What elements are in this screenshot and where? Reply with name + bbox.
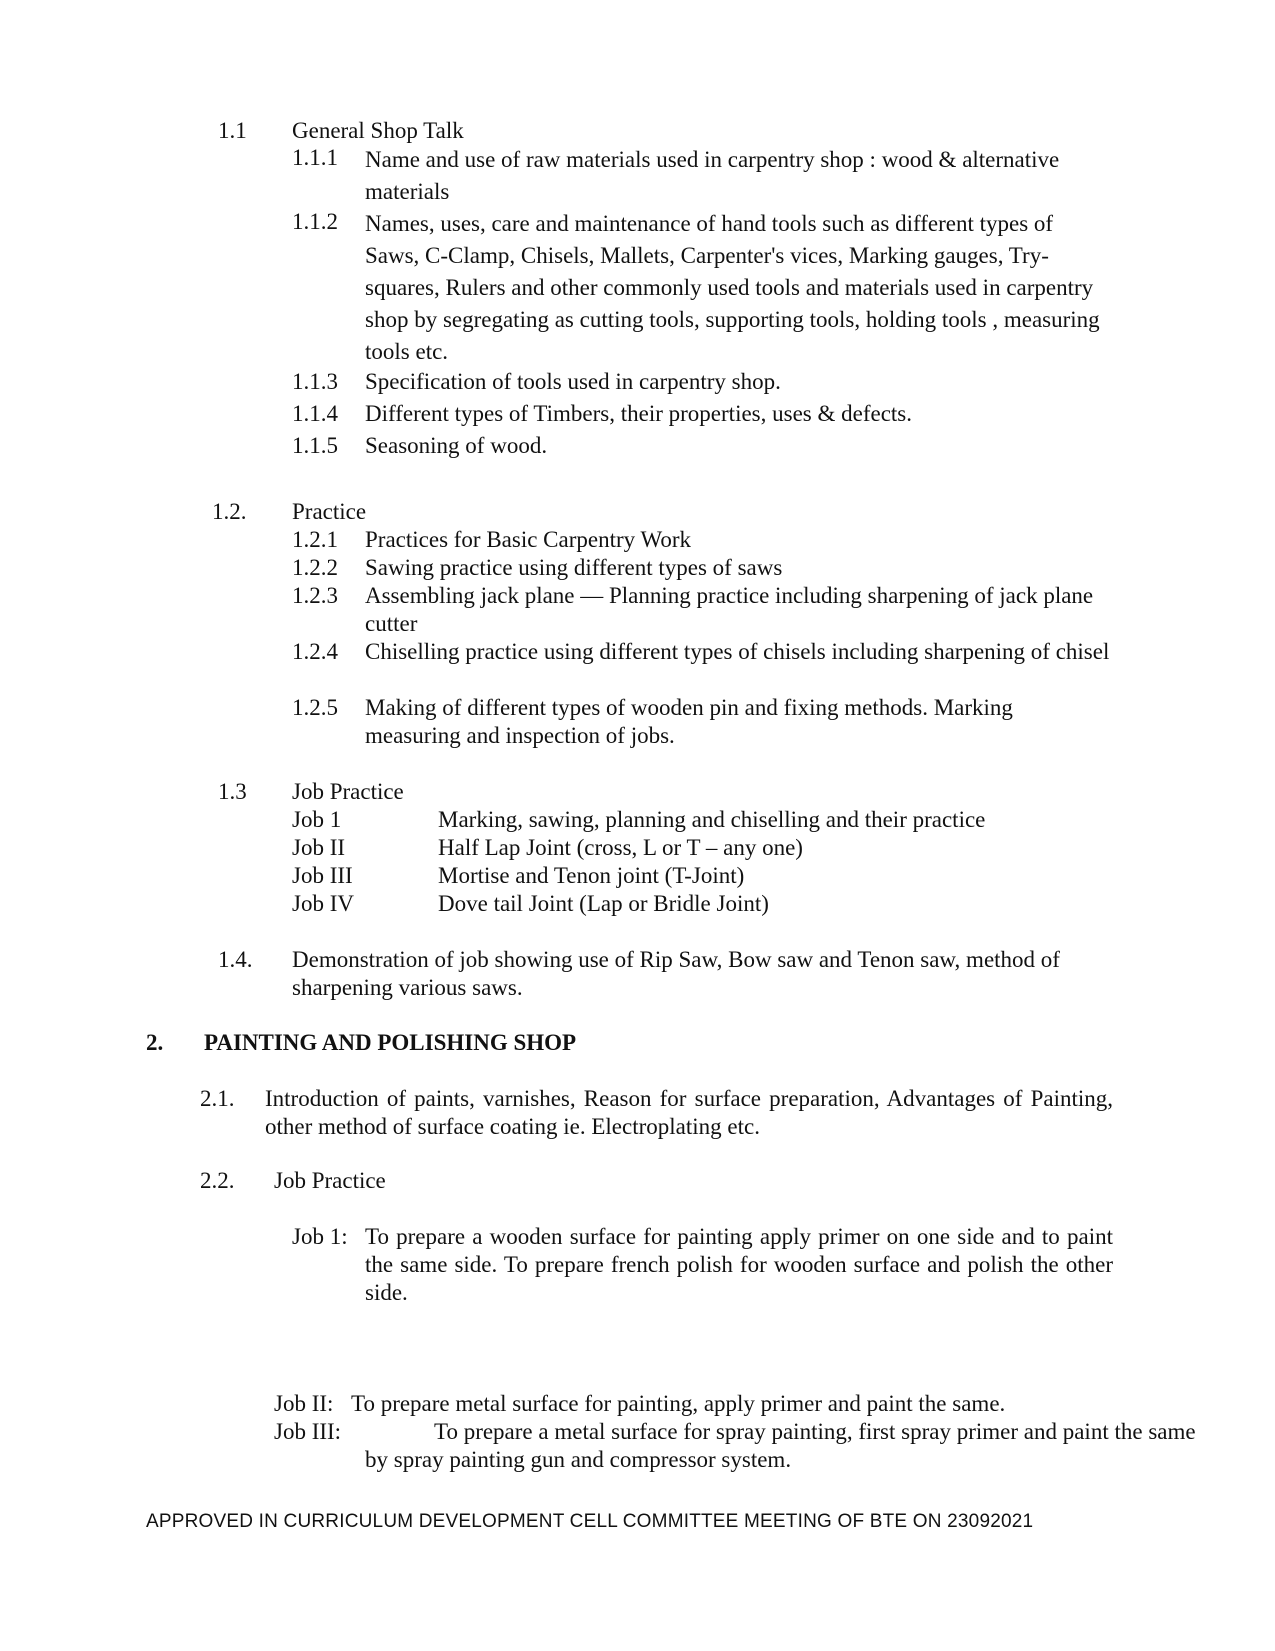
- item-1-1-3-text: Specification of tools used in carpentry shop.: [365, 369, 781, 394]
- painting-job-3-text: [274, 1418, 1205, 1474]
- section-1-3-number: 1.3: [218, 779, 247, 804]
- item-1-2-4-text: Chiselling practice using different types of chisels including sharpening of chisel: [365, 639, 1110, 664]
- section-2-number: 2.: [146, 1030, 164, 1055]
- item-1-2-2-number: 1.2.2: [292, 555, 338, 580]
- item-1-2-3-text: Assembling jack plane — Planning practice including sharpening of jack plane cutter: [365, 583, 1094, 636]
- section-1-1-number: 1.1: [218, 118, 247, 143]
- item-1-1-5-text: Seasoning of wood.: [365, 433, 548, 458]
- section-1-2-title: Practice: [292, 499, 367, 524]
- approval-footer: APPROVED IN CURRICULUM DEVELOPMENT CELL COMMITTEE MEETING OF BTE ON 23092021: [146, 1511, 1034, 1532]
- painting-job-2-label: Job II:: [274, 1391, 334, 1416]
- painting-job-1-label: Job 1:: [292, 1224, 348, 1249]
- section-1-4-number: 1.4.: [218, 947, 253, 972]
- item-1-1-2-number: 1.1.2: [292, 209, 338, 234]
- section-2-2-title: Job Practice: [274, 1168, 386, 1193]
- job-label: Job III: [292, 863, 353, 888]
- item-1-1-1-number: 1.1.1: [292, 145, 338, 170]
- section-1-3-title: Job Practice: [292, 779, 404, 804]
- job-label: Job IV: [292, 891, 354, 916]
- section-2-heading: PAINTING AND POLISHING SHOP: [204, 1030, 577, 1055]
- section-1-1-title: General Shop Talk: [292, 118, 464, 143]
- item-1-1-5-number: 1.1.5: [292, 433, 338, 458]
- section-2-1-number: 2.1.: [200, 1086, 235, 1111]
- item-1-1-2-text: Names, uses, care and maintenance of hand tools such as different types of Saws, C-Clamp, Chisels, Mallets, Carpenter's vices, Marking gauges, Try-squares, Rulers and other commonly used tools and materials used in carpentry shop by segregating as cutting tools, supporting tools, holding tools , measuring tools etc.: [365, 211, 1100, 364]
- item-1-2-4-number: 1.2.4: [292, 639, 338, 664]
- item-1-2-1-text: Practices for Basic Carpentry Work: [365, 527, 692, 552]
- job-text: Dove tail Joint (Lap or Bridle Joint): [438, 891, 769, 916]
- item-1-2-1-number: 1.2.1: [292, 527, 338, 552]
- job-text: Mortise and Tenon joint (T-Joint): [438, 863, 745, 888]
- painting-job-3-body: To prepare a metal surface for spray painting, first spray primer and paint the same by spray painting gun and compressor system.: [365, 1419, 1196, 1472]
- item-1-1-1-text: Name and use of raw materials used in carpentry shop : wood & alternative materials: [365, 147, 1060, 204]
- painting-job-1-text: To prepare a wooden surface for painting apply primer on one side and to paint the same side. To prepare french polish for wooden surface and polish the other side.: [365, 1224, 1113, 1305]
- item-1-1-4-number: 1.1.4: [292, 401, 338, 426]
- item-1-2-2-text: Sawing practice using different types of saws: [365, 555, 783, 580]
- item-1-2-3-number: 1.2.3: [292, 583, 338, 608]
- item-1-2-5-text: Making of different types of wooden pin and fixing methods. Marking measuring and inspection of jobs.: [365, 695, 1013, 748]
- painting-job-3-label: Job III:: [274, 1419, 342, 1444]
- section-2-1-text: Introduction of paints, varnishes, Reason for surface preparation, Advantages of Painting, other method of surface coating ie. Electroplating etc.: [265, 1086, 1113, 1139]
- item-1-1-4-text: Different types of Timbers, their properties, uses & defects.: [365, 401, 912, 426]
- section-2-2-number: 2.2.: [200, 1168, 235, 1193]
- job-label: Job 1: [292, 807, 342, 832]
- job-text: Half Lap Joint (cross, L or T – any one): [438, 835, 803, 860]
- item-1-2-5-number: 1.2.5: [292, 695, 338, 720]
- item-1-1-3-number: 1.1.3: [292, 369, 338, 394]
- section-1-2-number: 1.2.: [212, 499, 247, 524]
- section-1-4-text: Demonstration of job showing use of Rip Saw, Bow saw and Tenon saw, method of sharpening various saws.: [292, 947, 1060, 1000]
- job-label: Job II: [292, 835, 346, 860]
- painting-job-2-text: To prepare metal surface for painting, apply primer and paint the same.: [351, 1391, 1006, 1416]
- job-text: Marking, sawing, planning and chiselling and their practice: [438, 807, 986, 832]
